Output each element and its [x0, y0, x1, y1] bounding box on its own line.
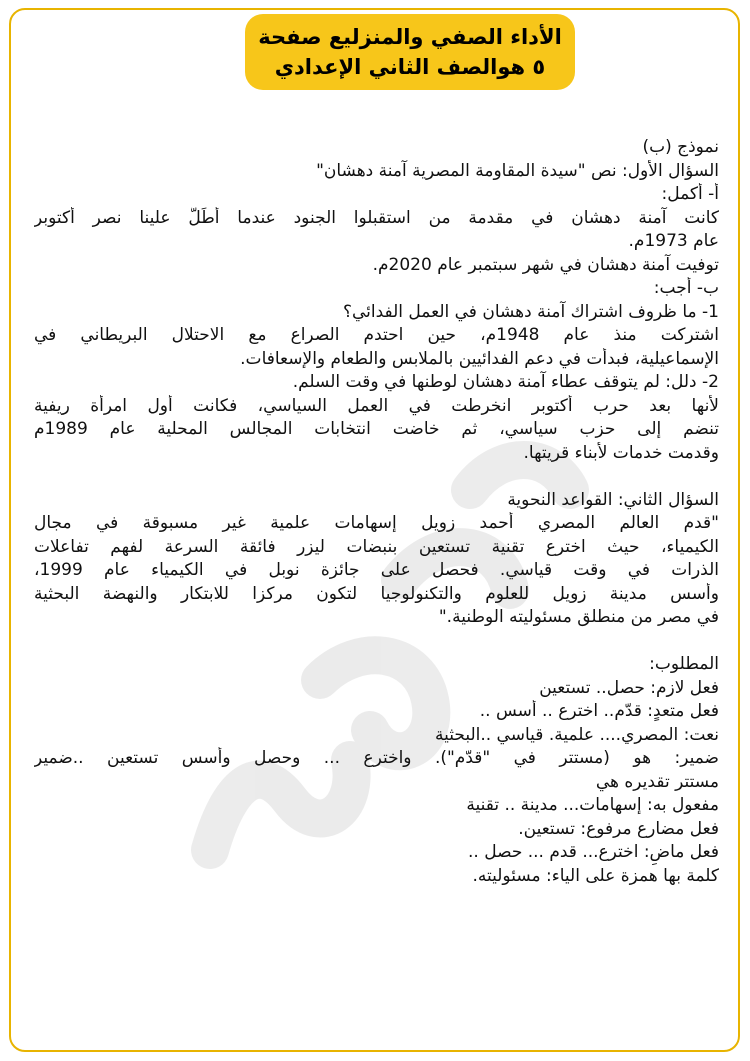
- spacer: [34, 465, 719, 489]
- grammar-item-intransitive: فعل لازم: حصل.. تستعين: [539, 677, 719, 698]
- passage-line-3: الذرات في وقت قياسي. فحصل على جائزة نوبل في الكيمياء عام 1999،: [34, 560, 719, 580]
- title-line-2: ٥ هوالصف الثاني الإعدادي: [274, 55, 546, 79]
- complete-answer-1-line-2: عام 1973م.: [628, 231, 719, 251]
- required-label: المطلوب:: [649, 654, 719, 674]
- grammar-item-adjective: نعت: المصري.... علمية. قياسي ..البحثية: [434, 724, 719, 745]
- answer-label: ب- أجب:: [653, 278, 719, 298]
- title-banner: [245, 14, 575, 90]
- answer-2-line-2: تنضم إلى حزب سياسي، ثم خاضت انتخابات المجالس المحلية عام 1989م: [34, 419, 719, 439]
- model-label: نموذج (ب): [642, 137, 719, 157]
- complete-answer-2: توفيت آمنة دهشان في شهر سبتمبر عام 2020م.: [372, 254, 719, 275]
- passage-line-4: وأسس مدينة زويل للعلوم والتكنولوجيا لتكون مركزا للابتكار والنهضة البحثية: [34, 583, 719, 604]
- grammar-item-pronoun-line-1: ضمير: هو (مستتر في "قدّم"). واخترع ... وحصل وأسس تستعين ..ضمير: [34, 748, 719, 768]
- answer-2-line-3: وقدمت خدمات لأبناء قريتها.: [523, 442, 719, 463]
- grammar-item-present-verb: فعل مضارع مرفوع: تستعين.: [518, 818, 719, 839]
- complete-answer-1-line-1: كانت آمنة دهشان في مقدمة من استقبلوا الجنود عندما أَطَلَّ علينا نصر أكتوبر: [34, 207, 719, 228]
- grammar-item-hamza-word: كلمة بها همزة على الياء: مسئوليته.: [472, 865, 719, 886]
- passage-line-5: في مصر من منطلق مسئوليته الوطنية.": [438, 607, 719, 627]
- answer-1-line-2: الإسماعيلية، فبدأت في دعم الفدائيين بالملابس والطعام والإسعافات.: [240, 348, 719, 369]
- passage-line-2: الكيمياء، حيث اخترع تقنية تستعين بنبضات ليزر فائقة السرعة لفهم تفاعلات: [34, 536, 719, 557]
- grammar-item-object: مفعول به: إسهامات... مدينة .. تقنية: [466, 795, 719, 815]
- question-1-title: السؤال الأول: نص "سيدة المقاومة المصرية آمنة دهشان": [316, 160, 719, 181]
- grammar-item-pronoun-line-2: مستتر تقديره هي: [595, 771, 719, 792]
- answer-2-line-1: لأنها بعد حرب أكتوبر انخرطت في العمل السياسي، فكانت أول امرأة ريفية: [34, 395, 719, 416]
- spacer: [34, 630, 719, 654]
- answer-1-line-1: اشتركت منذ عام 1948م، حين احتدم الصراع مع الاحتلال البريطاني في: [34, 325, 719, 345]
- grammar-item-transitive: فعل متعدٍ: قدّم.. اخترع .. أسس ..: [479, 701, 719, 721]
- answer-2-question: 2- دلل: لم يتوقف عطاء آمنة دهشان لوطنها في وقت السلم.: [292, 372, 719, 392]
- title-line-1: الأداء الصفي والمنزليع صفحة: [258, 25, 562, 49]
- worksheet-content: [34, 136, 719, 888]
- passage-line-1: "قدم العالم المصري أحمد زويل إسهامات علمية غير مسبوقة في مجال: [34, 513, 719, 533]
- question-2-title: السؤال الثاني: القواعد النحوية: [507, 489, 719, 510]
- answer-1-question: 1- ما ظروف اشتراك آمنة دهشان في العمل الفدائي؟: [342, 301, 719, 322]
- grammar-item-past-verb: فعل ماضٍ: اخترع... قدم ... حصل ..: [467, 842, 719, 862]
- complete-label: أ- أكمل:: [661, 184, 719, 204]
